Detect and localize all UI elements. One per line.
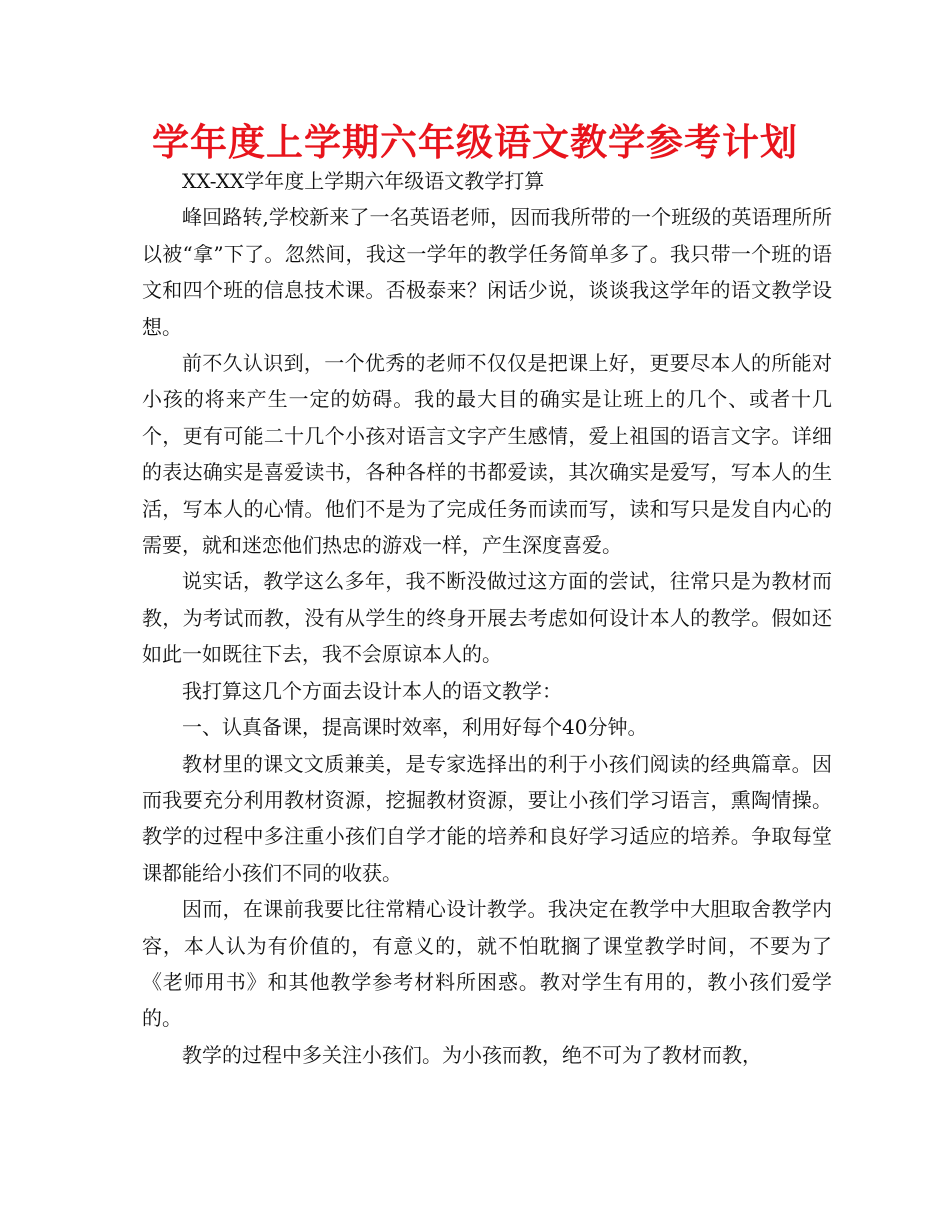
document-body xyxy=(142,163,832,1073)
body-paragraph: 前不久认识到，一个优秀的老师不仅仅是把课上好，更要尽本人的所能对小孩的将来产生一定的妨碍。我的最大目的确实是让班上的几个、或者十几个，更有可能二十几个小孩对语言文字产生感情，爱上祖国的语言文字。详细的表达确实是喜爱读书，各种各样的书都爱读，其次确实是爱写，写本人的生活，写本人的心情。他们不是为了完成任务而读而写，读和写只是发自内心的需要，就和迷恋他们热忠的游戏一样，产生深度喜爱。 xyxy=(142,351,832,558)
body-paragraph: 说实话，教学这么多年，我不断没做过这方面的尝试，往常只是为教材而教，为考试而教，没有从学生的终身开展去考虑如何设计本人的教学。假如还如此一如既往下去，我不会原谅本人的。 xyxy=(142,569,832,667)
body-paragraph: 峰回路转,学校新来了一名英语老师，因而我所带的一个班级的英语理所所以被“拿”下了。忽然间，我这一学年的教学任务简单多了。我只带一个班的语文和四个班的信息技术课。否极泰来？闲话少说，谈谈我这学年的语文教学设想。 xyxy=(142,205,832,339)
body-paragraph: 因而，在课前我要比往常精心设计教学。我决定在教学中大胆取舍教学内容，本人认为有价值的，有意义的，就不怕耽搁了课堂教学时间，不要为了《老师用书》和其他教学参考材料所困惑。教对学生有用的，教小孩们爱学的。 xyxy=(142,897,832,1031)
section-heading: 一、认真备课，提高课时效率，利用好每个40分钟。 xyxy=(182,715,648,740)
body-paragraph: 教学的过程中多关注小孩们。为小孩而教，绝不可为了教材而教， xyxy=(182,1042,762,1067)
body-paragraph: 我打算这几个方面去设计本人的语文教学： xyxy=(182,678,562,703)
body-paragraph: 教材里的课文文质兼美，是专家选择出的利于小孩们阅读的经典篇章。因而我要充分利用教材资源，挖掘教材资源，要让小孩们学习语言，熏陶情操。教学的过程中多注重小孩们自学才能的培养和良好学习适应的培养。争取每堂课都能给小孩们不同的收获。 xyxy=(142,751,832,885)
subtitle-paragraph: XX-XX学年度上学期六年级语文教学打算 xyxy=(182,169,545,193)
document-title: 学年度上学期六年级语文教学参考计划 xyxy=(152,121,798,164)
